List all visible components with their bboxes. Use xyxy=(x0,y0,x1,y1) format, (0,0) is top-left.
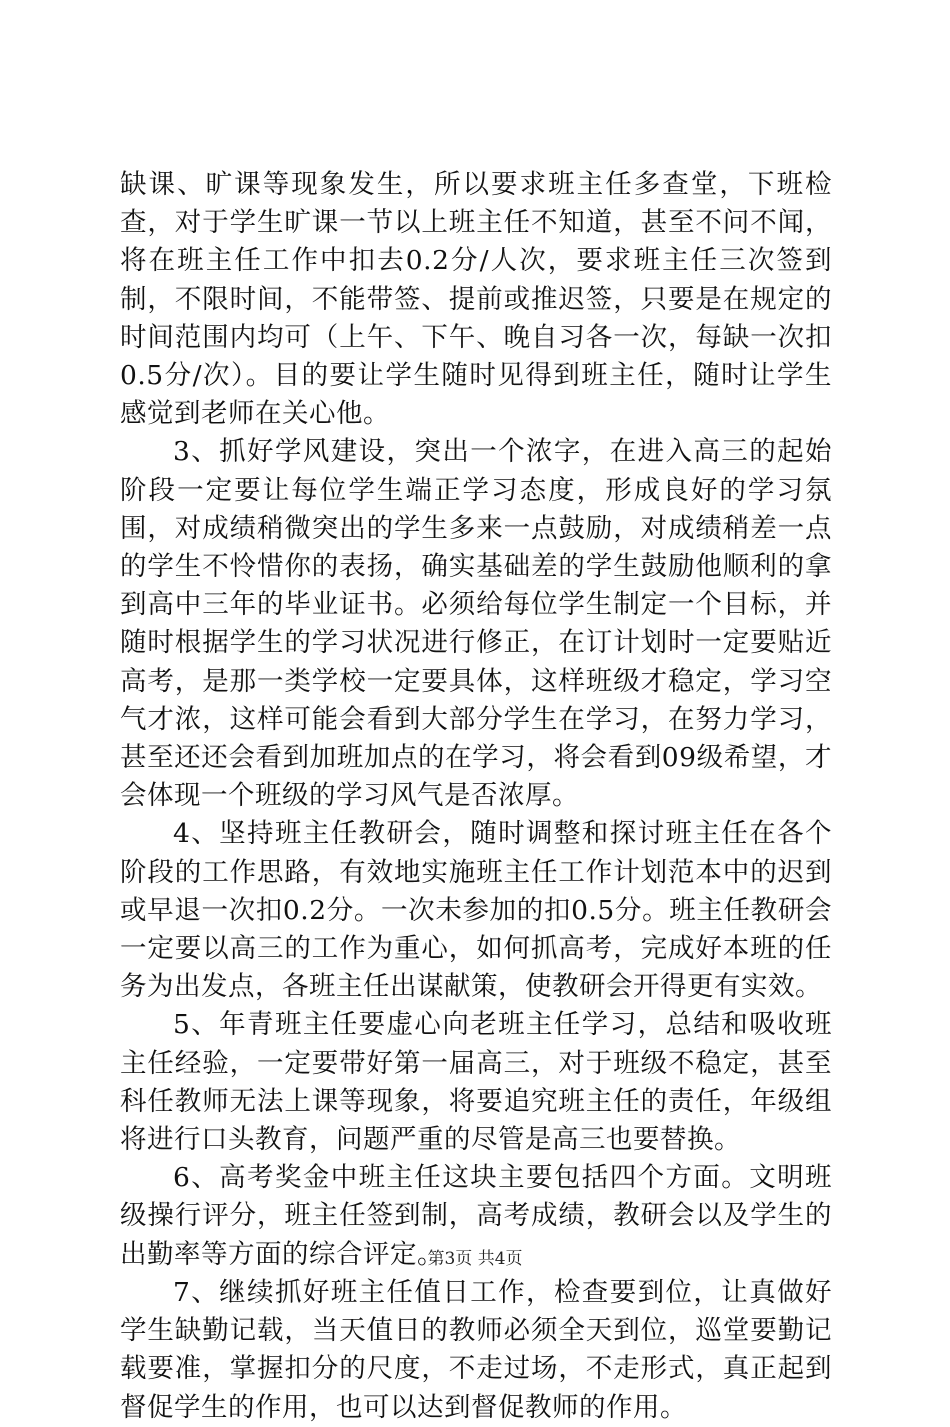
paragraph-continued: 缺课、旷课等现象发生，所以要求班主任多查堂，下班检查，对于学生旷课一节以上班主任不知道，甚至不问不闻，将在班主任工作中扣去0.2分/人次，要求班主任三次签到制，不限时间，不能带签、提前或推迟签，只要是在规定的时间范围内均可（上午、下午、晚自习各一次，每缺一次扣0.5分/次）。目的要让学生随时见得到班主任，随时让学生感觉到老师在关心他。 xyxy=(120,169,832,430)
page-footer: 第3页 共4页 xyxy=(427,1249,523,1269)
paragraph-item-5: 5、年青班主任要虚心向老班主任学习，总结和吸收班主任经验，一定要带好第一届高三，对于班级不稳定，甚至科任教师无法上课等现象，将要追究班主任的责任，年级组将进行口头教育，问题严重的尽管是高三也要替换。 xyxy=(120,1009,832,1156)
document-body xyxy=(120,166,832,1427)
paragraph-item-7: 7、继续抓好班主任值日工作，检查要到位，让真做好学生缺勤记载，当天值日的教师必须全天到位，巡堂要勤记载要准，掌握扣分的尺度，不走过场，不走形式，真正起到督促学生的作用，也可以达到督促教师的作用。 xyxy=(120,1276,832,1423)
paragraph-item-3: 3、抓好学风建设，突出一个浓字，在进入高三的起始阶段一定要让每位学生端正学习态度，形成良好的学习氛围，对成绩稍微突出的学生多来一点鼓励，对成绩稍差一点的学生不怜惜你的表扬，确实基础差的学生鼓励他顺利的拿到高中三年的毕业证书。必须给每位学生制定一个目标，并随时根据学生的学习状况进行修正，在订计划时一定要贴近高考，是那一类学校一定要具体，这样班级才稳定，学习空气才浓，这样可能会看到大部分学生在学习，在努力学习，甚至还还会看到加班加点的在学习，将会看到09级希望，才会体现一个班级的学习风气是否浓厚。 xyxy=(120,436,832,812)
paragraph-item-6: 6、高考奖金中班主任这块主要包括四个方面。文明班级操行评分，班主任签到制，高考成绩，教研会以及学生的出勤率等方面的综合评定。 xyxy=(120,1162,832,1270)
paragraph-item-4: 4、坚持班主任教研会，随时调整和探讨班主任在各个阶段的工作思路，有效地实施班主任工作计划范本中的迟到或早退一次扣0.2分。一次未参加的扣0.5分。班主任教研会一定要以高三的工作为重心，如何抓高考，完成好本班的任务为出发点，各班主任出谋献策，使教研会开得更有实效。 xyxy=(120,818,832,1003)
